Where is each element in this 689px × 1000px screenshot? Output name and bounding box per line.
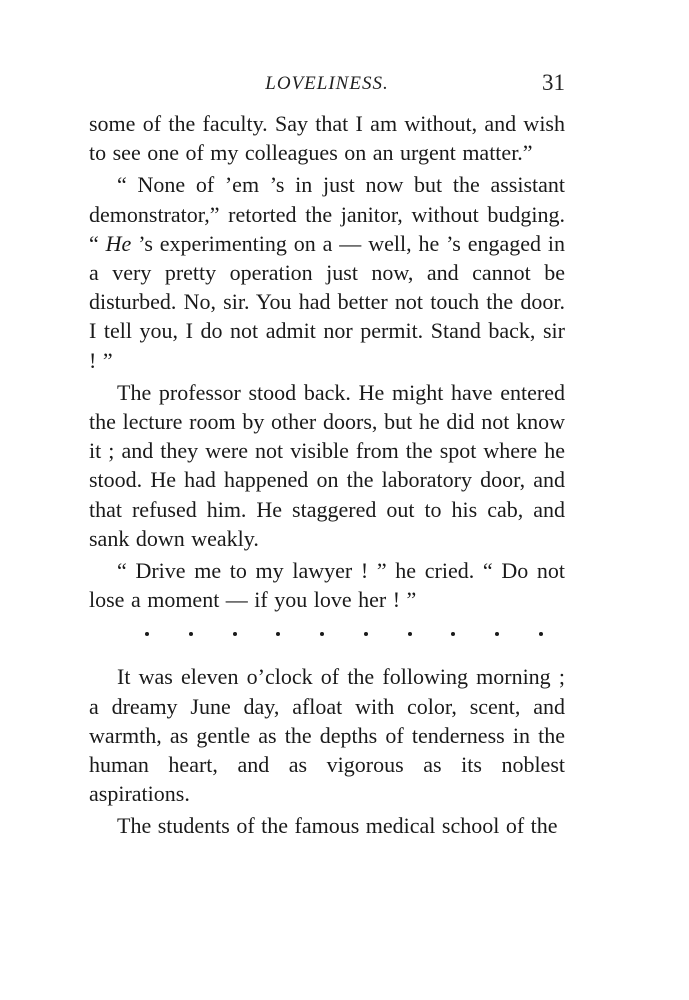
paragraph-6-text: The students of the famous medical school of the xyxy=(117,813,558,839)
paragraph-1 xyxy=(89,109,565,167)
paragraph-1-text: some of the faculty. Say that I am without, and wish to see one of my colleagues on an urgent matter.” xyxy=(89,111,565,166)
section-break-dot xyxy=(233,632,237,636)
paragraph-4 xyxy=(89,556,565,614)
paragraph-3 xyxy=(89,378,565,553)
paragraph-2-emphasis: He xyxy=(105,230,132,256)
section-break-dot xyxy=(320,632,324,636)
running-title: LOVELINESS. xyxy=(265,73,389,94)
paragraph-5 xyxy=(89,662,565,808)
section-break-dot xyxy=(364,632,368,636)
section-break-dots xyxy=(89,616,565,660)
section-break-dot xyxy=(276,632,280,636)
section-break-dot xyxy=(189,632,193,636)
body-text xyxy=(89,109,565,841)
section-break-dot xyxy=(145,632,149,636)
section-break-dot xyxy=(408,632,412,636)
running-head xyxy=(89,70,565,104)
paragraph-3-text: The professor stood back. He might have entered the lecture room by other doors, but he did not know it ; and they were not visible from the spot where he stood. He had happened on the laboratory door, and that refused him. He staggered out to his cab, and sank down weakly. xyxy=(89,379,565,551)
paragraph-5-text: It was eleven o’clock of the following morning ; a dreamy June day, afloat with color, scent, and warmth, as gentle as the depths of tenderness in the human heart, and as vigorous as its noblest aspirations. xyxy=(89,664,565,807)
paragraph-2 xyxy=(89,170,565,374)
section-break-dot xyxy=(539,632,543,636)
paragraph-4-text: “ Drive me to my lawyer ! ” he cried. “ Do not lose a moment — if you love her ! ” xyxy=(89,558,565,613)
paragraph-6 xyxy=(89,811,565,840)
section-break-dot xyxy=(451,632,455,636)
section-break-dot xyxy=(495,632,499,636)
paragraph-2-text-start: “ None of ’em ’s in just now but the assistant demonstrator,” retorted the janitor, without budging. “ xyxy=(89,172,565,256)
page-number: 31 xyxy=(542,70,565,95)
paragraph-2-text-end: ’s experimenting on a — well, he ’s engaged in a very pretty operation just now, and cannot be disturbed. No, sir. You had better not touch the door. I tell you, I do not admit nor permit. Stand back, sir ! ” xyxy=(89,230,566,373)
